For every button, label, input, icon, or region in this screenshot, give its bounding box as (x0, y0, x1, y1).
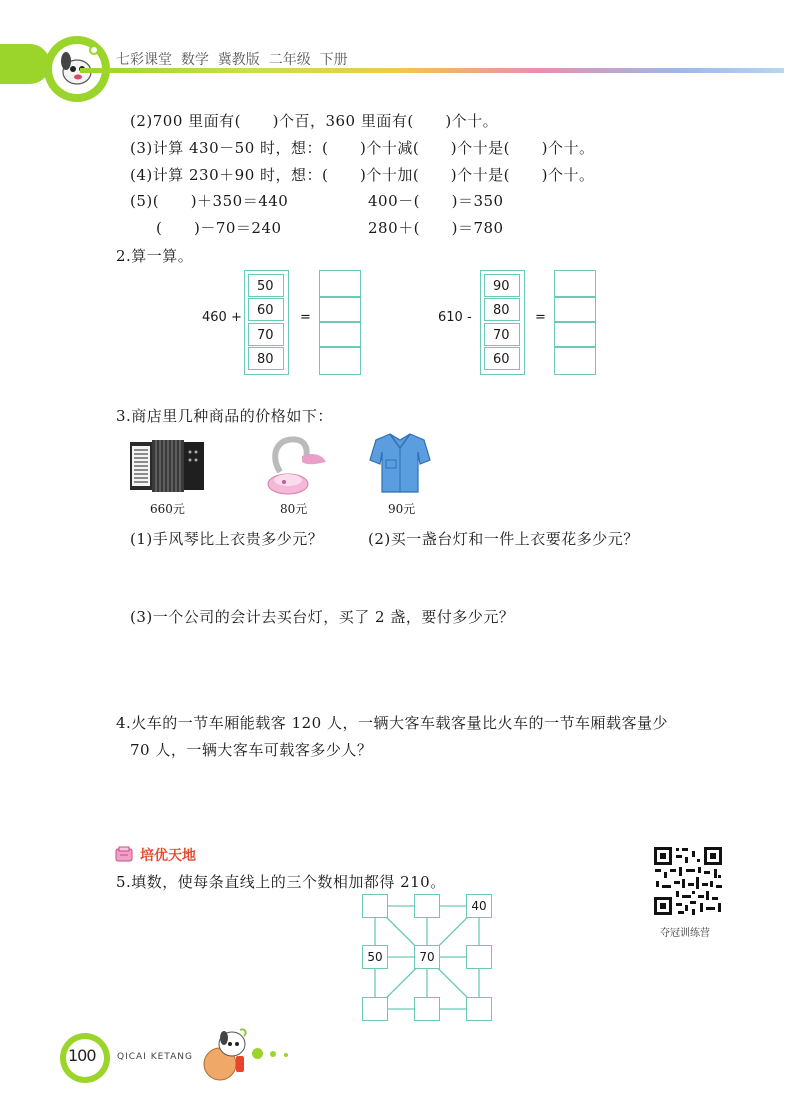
desk-lamp-icon (260, 432, 330, 498)
calc-right-answer-column[interactable] (554, 270, 596, 375)
grid-box-bottom-right[interactable] (466, 997, 492, 1021)
grid-box-mid-left: 50 (362, 945, 388, 969)
qr-code[interactable] (652, 845, 724, 917)
answer-box[interactable] (319, 346, 361, 375)
question-4-line2: 70 人，一辆大客车可载客多少人？ (130, 741, 373, 759)
calc-left-cell: 60 (248, 298, 284, 321)
price-lamp: 80元 (280, 502, 308, 516)
footer-mascot (200, 1026, 252, 1082)
calc-right-equals: = (535, 310, 546, 325)
calc-left-answer-column[interactable] (319, 270, 361, 375)
calc-left-expression: 460 + (202, 310, 242, 325)
price-shirt: 90元 (388, 502, 416, 516)
calc-right-column (480, 270, 525, 375)
calc-right-expression: 610 - (438, 310, 472, 325)
calc-left-column (244, 270, 289, 375)
badge-icon (114, 845, 136, 863)
grid-box-top-center[interactable] (414, 894, 440, 918)
question-4-line1: 4.火车的一节车厢能载客 120 人，一辆大客车载客量比火车的一节车厢载客量少 (116, 714, 668, 732)
answer-box[interactable] (319, 270, 361, 298)
footer-dot-medium (270, 1051, 276, 1057)
calc-left-cell: 80 (248, 347, 284, 370)
question-5-title: 5.填数，使每条直线上的三个数相加都得 210。 (116, 873, 446, 891)
answer-box[interactable] (554, 321, 596, 348)
grid-box-bottom-center[interactable] (414, 997, 440, 1021)
qr-caption: 夺冠训练营 (660, 928, 710, 939)
question-1-2: (2)700 里面有( )个百，360 里面有( )个十。 (130, 112, 499, 130)
header-green-tab (0, 44, 50, 84)
question-3-2: (2)买一盏台灯和一件上衣要花多少元？ (368, 530, 639, 548)
header-divider (80, 68, 784, 73)
answer-box[interactable] (554, 270, 596, 298)
footer-dot-large (252, 1048, 263, 1059)
footer-brand: QICAI KETANG (117, 1052, 193, 1062)
calc-right-cell: 80 (484, 298, 520, 321)
question-3-3: (3)一个公司的会计去买台灯，买了 2 盏，要付多少元？ (130, 608, 515, 626)
page-number: 100 (68, 1046, 96, 1065)
answer-box[interactable] (319, 321, 361, 348)
price-accordion: 660元 (150, 502, 185, 516)
grid-box-mid-right[interactable] (466, 945, 492, 969)
question-1-3: (3)计算 430－50 时，想：( )个十减( )个十是( )个十。 (130, 139, 595, 157)
number-grid-puzzle (362, 894, 492, 1022)
grid-box-bottom-left[interactable] (362, 997, 388, 1021)
section-2-title: 2.算一算。 (116, 247, 194, 265)
answer-box[interactable] (554, 296, 596, 323)
footer-dot-small (284, 1053, 288, 1057)
answer-box[interactable] (554, 346, 596, 375)
question-3-1: (1)手风琴比上衣贵多少元？ (130, 530, 324, 548)
grid-box-top-left[interactable] (362, 894, 388, 918)
calc-left-equals: = (300, 310, 311, 325)
calc-right-cell: 60 (484, 347, 520, 370)
question-1-4: (4)计算 230＋90 时，想：( )个十加( )个十是( )个十。 (130, 166, 595, 184)
question-1-5c: ( )－70＝240 (156, 219, 282, 237)
calc-right-cell: 70 (484, 323, 520, 346)
question-1-5b: 400－( )＝350 (368, 192, 504, 210)
shirt-icon (368, 430, 432, 496)
grid-box-top-right: 40 (466, 894, 492, 918)
calc-left-cell: 70 (248, 323, 284, 346)
answer-box[interactable] (319, 296, 361, 323)
accordion-icon (128, 436, 208, 494)
section-3-title: 3.商店里几种商品的价格如下： (116, 407, 333, 425)
section-5-badge: 培优天地 (140, 848, 196, 864)
calc-left-cell: 50 (248, 274, 284, 297)
grid-box-center: 70 (414, 945, 440, 969)
calc-right-cell: 90 (484, 274, 520, 297)
question-1-5d: 280＋( )＝780 (368, 219, 504, 237)
header-title: 七彩课堂 数学 冀教版 二年级 下册 (116, 52, 348, 68)
question-1-5a: (5)( )＋350＝440 (130, 192, 289, 210)
